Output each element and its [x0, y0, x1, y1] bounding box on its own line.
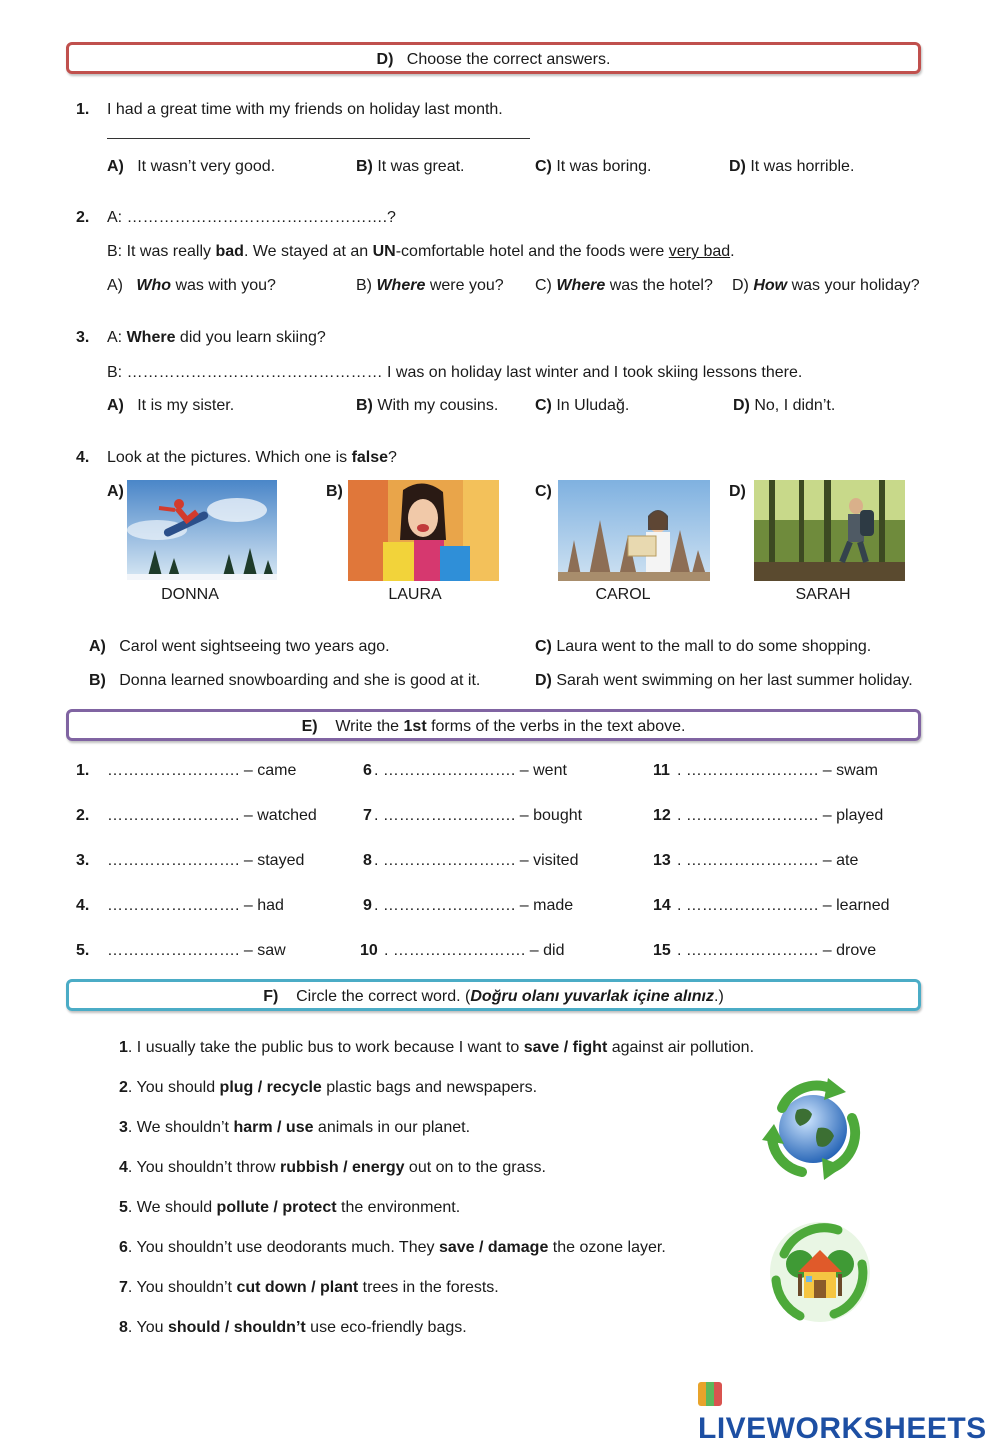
- eco-house-icon: [764, 1216, 876, 1328]
- circle-word-item-4-choice[interactable]: rubbish / energy: [280, 1159, 405, 1176]
- circle-word-item-3-choice[interactable]: harm / use: [233, 1119, 314, 1136]
- q2-option-c-label: C): [535, 277, 552, 294]
- verb-item-12-blank[interactable]: . ……………………. – played: [677, 807, 884, 824]
- verb-item-3-blank[interactable]: ……………………. – stayed: [107, 852, 305, 869]
- verb-item-1-number: 1.: [76, 762, 90, 779]
- pic-hiker: [754, 480, 905, 581]
- verb-item-10-number: 10: [360, 942, 378, 959]
- pic-c-label: C): [535, 483, 552, 500]
- section-d-header: [66, 42, 921, 74]
- verb-item-7-blank[interactable]: . ……………………. – bought: [374, 807, 583, 824]
- verb-item-5-blank[interactable]: ……………………. – saw: [107, 942, 286, 959]
- circle-word-item-5-number: 5: [119, 1199, 128, 1216]
- q2-b-part4: .: [730, 243, 735, 260]
- q4-option-b[interactable]: [89, 672, 480, 690]
- q2-option-c-wh: Where: [556, 277, 606, 294]
- section-e-header: [66, 709, 921, 741]
- q4-option-c[interactable]: [535, 638, 871, 656]
- q2-option-d[interactable]: [732, 277, 920, 295]
- verb-item-14-number: 14: [653, 897, 671, 914]
- circle-word-item-6-post: the ozone layer.: [548, 1239, 666, 1256]
- q1-option-d-label: D): [729, 158, 746, 175]
- q1-option-b[interactable]: [356, 158, 465, 176]
- verb-item-4-number: 4.: [76, 897, 90, 914]
- liveworksheets-logo-mark: [698, 1382, 722, 1406]
- q2-option-c-text: was the hotel?: [609, 277, 713, 294]
- q3-option-b[interactable]: [356, 397, 498, 415]
- circle-word-item-5: [119, 1199, 460, 1217]
- circle-word-item-8-post: use eco-friendly bags.: [305, 1319, 467, 1336]
- q3-option-d-label: D): [733, 397, 750, 414]
- verb-item-12-number: 12: [653, 807, 671, 824]
- q4-option-a-label: A): [89, 638, 106, 655]
- q4-option-c-label: C): [535, 638, 552, 655]
- circle-word-item-4-number: 4: [119, 1159, 128, 1176]
- q4-text-part2: ?: [388, 449, 397, 466]
- circle-word-item-3-post: animals in our planet.: [313, 1119, 471, 1136]
- circle-word-item-7: [119, 1279, 499, 1297]
- q3-line-a: [107, 329, 326, 347]
- q3-a-part1: A:: [107, 329, 127, 346]
- circle-word-item-1: [119, 1039, 754, 1057]
- q1-option-b-text: It was great.: [377, 158, 465, 175]
- q2-option-d-text: was your holiday?: [791, 277, 920, 294]
- q4-text: [107, 449, 397, 467]
- q2-b-un: UN: [372, 243, 396, 260]
- q1-option-c-label: C): [535, 158, 552, 175]
- verb-item-3-number: 3.: [76, 852, 90, 869]
- verb-item-8-number: 8: [363, 852, 372, 869]
- verb-item-13-blank[interactable]: . ……………………. – ate: [677, 852, 859, 869]
- section-f-title-turkish: Doğru olanı yuvarlak içine alınız: [470, 988, 714, 1005]
- circle-word-item-1-pre: . I usually take the public bus to work because I want to: [127, 1039, 524, 1056]
- pic-d-name: SARAH: [795, 586, 851, 603]
- q4-number: 4.: [76, 449, 90, 466]
- q1-option-c[interactable]: [535, 158, 652, 176]
- q3-option-d[interactable]: [733, 397, 835, 415]
- liveworksheets-logo: [698, 1378, 1000, 1446]
- verb-item-4-blank[interactable]: ……………………. – had: [107, 897, 284, 914]
- circle-word-item-1-number: 1: [119, 1039, 128, 1056]
- circle-word-item-3-pre: . We shouldn’t: [127, 1119, 234, 1136]
- circle-word-item-5-choice[interactable]: pollute / protect: [216, 1199, 337, 1216]
- circle-word-item-7-choice[interactable]: cut down / plant: [236, 1279, 359, 1296]
- pic-a-label: A): [107, 483, 124, 500]
- q2-option-b[interactable]: [356, 277, 504, 295]
- pic-shopper: [348, 480, 499, 581]
- verb-item-6-blank[interactable]: . ……………………. – went: [374, 762, 567, 779]
- q2-option-b-label: B): [356, 277, 372, 294]
- verb-item-2-number: 2.: [76, 807, 90, 824]
- circle-word-item-6-number: 6: [119, 1239, 128, 1256]
- q1-text: I had a great time with my friends on holiday last month.: [107, 101, 503, 118]
- circle-word-item-2-number: 2: [119, 1079, 128, 1096]
- pic-a-name: DONNA: [161, 586, 219, 603]
- q2-option-b-wh: Where: [376, 277, 426, 294]
- q4-option-c-text: Laura went to the mall to do some shopping.: [556, 638, 872, 655]
- q1-option-a-label: A): [107, 158, 124, 175]
- q3-number: 3.: [76, 329, 90, 346]
- q3-line-b: B: ………………………………………… I was on holiday last winter and I took skiing lessons there.: [107, 364, 803, 381]
- verb-item-11-blank[interactable]: . ……………………. – swam: [677, 762, 878, 779]
- q2-b-part2: . We stayed at an: [243, 243, 373, 260]
- circle-word-item-3: [119, 1119, 470, 1137]
- section-f-letter: F): [263, 988, 279, 1005]
- q2-b-part3: -comfortable hotel and the foods were: [395, 243, 669, 260]
- q3-option-d-text: No, I didn’t.: [754, 397, 836, 414]
- section-f-header: [66, 979, 921, 1011]
- circle-word-item-5-pre: . We should: [127, 1199, 217, 1216]
- circle-word-item-5-post: the environment.: [336, 1199, 461, 1216]
- q2-b-very-bad: very bad: [668, 243, 731, 260]
- q2-line-b: [107, 243, 735, 261]
- pic-d-label: D): [729, 483, 746, 500]
- q2-b-bad: bad: [215, 243, 244, 260]
- q1-answer-line[interactable]: [107, 138, 530, 139]
- pic-c-name: CAROL: [595, 586, 651, 603]
- circle-word-item-4: [119, 1159, 546, 1177]
- verb-item-13-number: 13: [653, 852, 671, 869]
- q2-option-d-wh: How: [753, 277, 788, 294]
- verb-item-9-number: 9: [363, 897, 372, 914]
- q2-b-part1: B: It was really: [107, 243, 216, 260]
- q3-a-where: Where: [126, 329, 176, 346]
- circle-word-item-3-number: 3: [119, 1119, 128, 1136]
- q2-option-a-label: A): [107, 277, 123, 294]
- circle-word-item-7-pre: . You shouldn’t: [127, 1279, 237, 1296]
- verb-item-9-blank[interactable]: . ……………………. – made: [374, 897, 574, 914]
- circle-word-item-7-number: 7: [119, 1279, 128, 1296]
- verb-item-15-blank[interactable]: . ……………………. – drove: [677, 942, 877, 959]
- q3-option-b-text: With my cousins.: [377, 397, 499, 414]
- section-d-title: Choose the correct answers.: [406, 51, 611, 68]
- section-e-title-bold: 1st: [403, 718, 427, 735]
- q1-option-b-label: B): [356, 158, 373, 175]
- q3-option-a[interactable]: [107, 397, 234, 415]
- pic-b-name: LAURA: [388, 586, 442, 603]
- section-e-letter: E): [301, 718, 318, 735]
- circle-word-item-2-pre: . You should: [127, 1079, 220, 1096]
- pic-b-label: B): [326, 483, 343, 500]
- q2-option-a-wh: Who: [136, 277, 171, 294]
- circle-word-item-7-post: trees in the forests.: [358, 1279, 499, 1296]
- q3-option-c[interactable]: [535, 397, 629, 415]
- q3-option-a-label: A): [107, 397, 124, 414]
- q4-text-false: false: [351, 449, 389, 466]
- verb-item-10-blank[interactable]: . ……………………. – did: [384, 942, 565, 959]
- q4-option-d[interactable]: [535, 672, 913, 690]
- circle-word-item-8-pre: . You: [127, 1319, 168, 1336]
- section-e-title-part1: Write the: [335, 718, 404, 735]
- q2-line-a: A: ………………………………………….?: [107, 209, 396, 226]
- q3-a-part2: did you learn skiing?: [175, 329, 326, 346]
- circle-word-item-1-post: against air pollution.: [607, 1039, 755, 1056]
- verb-item-8-blank[interactable]: . ……………………. – visited: [374, 852, 579, 869]
- circle-word-item-8-choice[interactable]: should / shouldn’t: [167, 1319, 306, 1336]
- verb-item-7-number: 7: [363, 807, 372, 824]
- verb-item-14-blank[interactable]: . ……………………. – learned: [677, 897, 890, 914]
- circle-word-item-2-choice[interactable]: plug / recycle: [219, 1079, 322, 1096]
- q3-option-c-text: In Uludağ.: [556, 397, 630, 414]
- q2-number: 2.: [76, 209, 90, 226]
- circle-word-item-6: [119, 1239, 666, 1257]
- circle-word-item-8-number: 8: [119, 1319, 128, 1336]
- circle-word-item-6-pre: . You shouldn’t use deodorants much. They: [127, 1239, 439, 1256]
- verb-item-5-number: 5.: [76, 942, 90, 959]
- q2-option-b-text: were you?: [429, 277, 504, 294]
- q1-option-a-text: It wasn’t very good.: [137, 158, 276, 175]
- q1-option-d[interactable]: [729, 158, 854, 176]
- q4-option-d-text: Sarah went swimming on her last summer holiday.: [556, 672, 913, 689]
- circle-word-item-4-post: out on to the grass.: [404, 1159, 546, 1176]
- verb-item-2-blank[interactable]: ……………………. – watched: [107, 807, 317, 824]
- q4-option-b-label: B): [89, 672, 106, 689]
- q2-option-a-text: was with you?: [175, 277, 276, 294]
- verb-item-6-number: 6: [363, 762, 372, 779]
- section-f-title-part1: Circle the correct word. (: [296, 988, 471, 1005]
- circle-word-item-2: [119, 1079, 537, 1097]
- q3-option-a-text: It is my sister.: [137, 397, 235, 414]
- recycle-globe-icon: [752, 1068, 874, 1190]
- verb-item-1-blank[interactable]: ……………………. – came: [107, 762, 297, 779]
- q4-text-part1: Look at the pictures. Which one is: [107, 449, 352, 466]
- section-d-letter: D): [376, 51, 394, 68]
- q2-option-a[interactable]: [107, 277, 276, 295]
- q2-option-c[interactable]: [535, 277, 713, 295]
- q2-option-d-label: D): [732, 277, 749, 294]
- section-e-title-part2: forms of the verbs in the text above.: [426, 718, 686, 735]
- verb-item-11-number: 11: [653, 762, 670, 779]
- q4-option-b-text: Donna learned snowboarding and she is good at it.: [119, 672, 481, 689]
- q3-option-c-label: C): [535, 397, 552, 414]
- verb-item-15-number: 15: [653, 942, 671, 959]
- circle-word-item-1-choice[interactable]: save / fight: [523, 1039, 608, 1056]
- q4-option-d-label: D): [535, 672, 552, 689]
- q4-option-a[interactable]: [89, 638, 390, 656]
- q1-number: 1.: [76, 101, 90, 118]
- q1-option-a[interactable]: [107, 158, 275, 176]
- q4-option-a-text: Carol went sightseeing two years ago.: [119, 638, 390, 655]
- circle-word-item-2-post: plastic bags and newspapers.: [321, 1079, 538, 1096]
- q3-option-b-label: B): [356, 397, 373, 414]
- pic-sightseer: [558, 480, 710, 581]
- q1-option-c-text: It was boring.: [556, 158, 652, 175]
- circle-word-item-8: [119, 1319, 467, 1337]
- circle-word-item-4-pre: . You shouldn’t throw: [127, 1159, 281, 1176]
- circle-word-item-6-choice[interactable]: save / damage: [438, 1239, 549, 1256]
- section-f-title-part2: .): [714, 988, 724, 1005]
- pic-snowboarder: [127, 480, 277, 580]
- liveworksheets-logo-text: LIVEWORKSHEETS: [698, 1412, 987, 1445]
- q1-option-d-text: It was horrible.: [750, 158, 855, 175]
